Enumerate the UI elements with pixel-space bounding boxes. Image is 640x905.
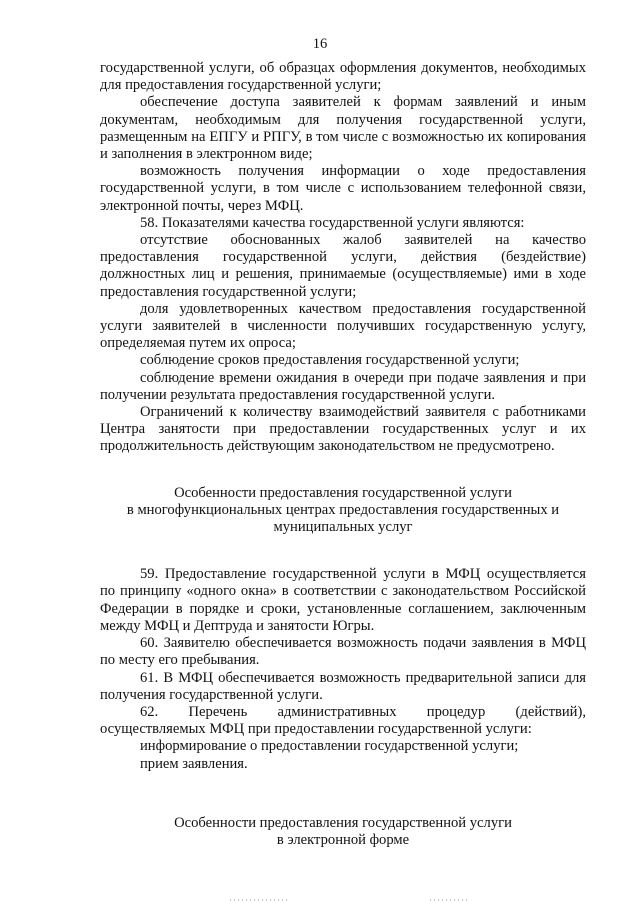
- numbered-paragraph-62: 62. Перечень административных процедур (действий), осуществляемых МФЦ при предоставлении государственной услуги:: [100, 703, 586, 738]
- heading-line: Особенности предоставления государственной услуги: [174, 484, 512, 501]
- section-heading-electronic: [100, 815, 586, 849]
- scan-artifact: [430, 899, 470, 901]
- numbered-paragraph-61: 61. В МФЦ обеспечивается возможность предварительной записи для получения государственной услуги.: [100, 669, 586, 703]
- section-heading-mfc: [100, 485, 586, 537]
- heading-line: в электронной форме: [276, 831, 410, 848]
- paragraph: соблюдение сроков предоставления государственной услуги;: [140, 352, 520, 369]
- paragraph: обеспечение доступа заявителей к формам заявлений и иным документам, необходимым для получения государственной услуги, размещенным на ЕПГУ и РПГУ, в том числе с возможностью их копирования и заполнения в электронном виде;: [100, 94, 586, 163]
- document-body: [100, 60, 586, 849]
- scan-artifact: [230, 899, 290, 901]
- heading-line: муниципальных услуг: [273, 519, 413, 536]
- paragraph: возможность получения информации о ходе предоставления государственной услуги, в том числе с использованием телефонной связи, электронной почты, через МФЦ.: [100, 163, 586, 214]
- heading-line: Особенности предоставления государственной услуги: [174, 814, 512, 831]
- paragraph: государственной услуги, об образцах оформления документов, необходимых для предоставления государственной услуги;: [100, 60, 586, 94]
- paragraph: информирование о предоставлении государственной услуги;: [140, 738, 519, 755]
- spacer: [100, 456, 586, 485]
- page-number: 16: [312, 36, 328, 52]
- heading-line: в многофункциональных центрах предоставления государственных и: [126, 501, 560, 518]
- numbered-paragraph-59: 59. Предоставление государственной услуги в МФЦ осуществляется по принципу «одного окна» в соответствии с законодательством Российской Федерации в порядке и сроки, установленные соглашением, заключенным между МФЦ и Дептруда и занятости Югры.: [100, 566, 586, 634]
- paragraph: доля удовлетворенных качеством предоставления государственной услуги заявителей в численности получивших государственную услугу, определяемая путем их опроса;: [100, 300, 586, 352]
- spacer: [100, 773, 586, 815]
- paragraph: Ограничений к количеству взаимодействий заявителя с работниками Центра занятости при предоставлении государственных услуг и их продолжительность действующим законодательством не предусмотрено.: [100, 404, 586, 455]
- numbered-paragraph-60: 60. Заявителю обеспечивается возможность подачи заявления в МФЦ по месту его пребывания.: [100, 635, 586, 669]
- spacer: [100, 536, 586, 566]
- paragraph: отсутствие обоснованных жалоб заявителей на качество предоставления государственной услуги, действия (бездействие) должностных лиц и решения, принимаемые (осуществляемые) ими в ходе предоставления государственной услуги;: [100, 232, 586, 300]
- paragraph: прием заявления.: [140, 755, 248, 772]
- numbered-paragraph-58: 58. Показателями качества государственной услуги являются:: [140, 214, 525, 231]
- paragraph: соблюдение времени ожидания в очереди при подаче заявления и при получении результата предоставления государственной услуги.: [100, 369, 586, 403]
